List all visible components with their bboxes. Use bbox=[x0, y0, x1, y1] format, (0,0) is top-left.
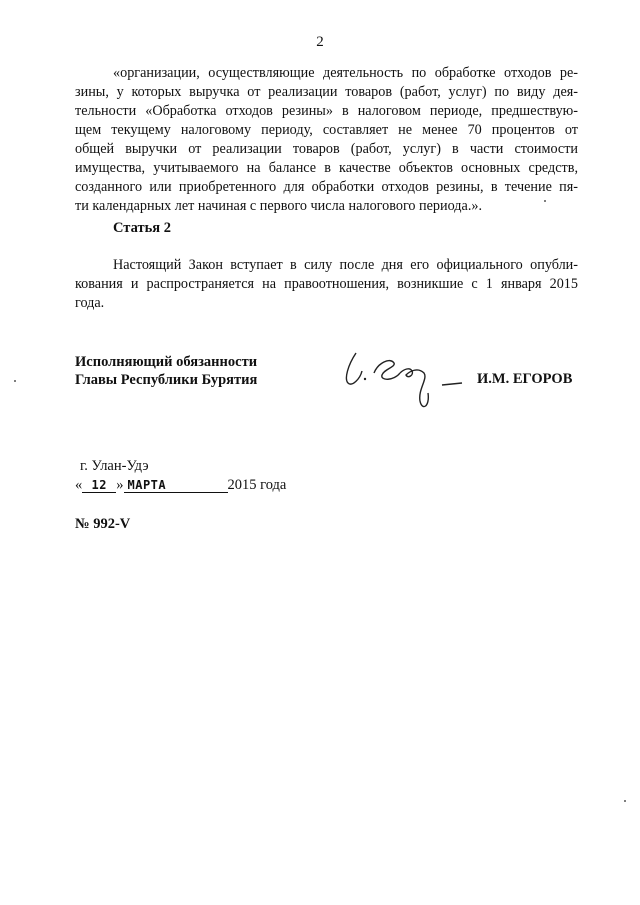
paragraph-line: кования и распространяется на правоотношения, возникшие с 1 января 2015 bbox=[75, 276, 578, 292]
article2-paragraph bbox=[75, 256, 578, 313]
date-day: 12 bbox=[82, 478, 116, 493]
document-number: № 992-V bbox=[75, 516, 131, 532]
paragraph-line: тельности «Обработка отходов резины» в налоговом периоде, предшествую- bbox=[75, 103, 578, 119]
paragraph-line: щем текущему налоговому периоду, составляет не менее 70 процентов от bbox=[75, 122, 578, 138]
paragraph-line: года. bbox=[75, 295, 105, 311]
date-open-quote: « bbox=[75, 477, 83, 493]
paragraph-line: созданного или приобретенного для обработки отходов резины, в течение пя- bbox=[75, 179, 578, 195]
page-number: 2 bbox=[316, 34, 324, 50]
article-heading: Статья 2 bbox=[113, 220, 171, 236]
paragraph-line: общей выручки от реализации товаров (работ, услуг) в части стоимости bbox=[75, 141, 578, 157]
date-month: МАРТА bbox=[124, 478, 228, 493]
scan-speck bbox=[544, 200, 546, 202]
scan-speck bbox=[14, 380, 16, 382]
paragraph-line: «организации, осуществляющие деятельность по обработке отходов ре- bbox=[113, 65, 578, 81]
date-year: 2015 года bbox=[227, 477, 287, 493]
paragraph-line: Настоящий Закон вступает в силу после дня его официального опубли- bbox=[113, 257, 578, 273]
handwritten-signature bbox=[338, 345, 468, 415]
article1-amendment-paragraph bbox=[75, 64, 578, 216]
paragraph-line: ти календарных лет начиная с первого числа налогового периода.». bbox=[75, 198, 483, 214]
signatory-title bbox=[75, 353, 257, 389]
date-close-quote: » bbox=[116, 477, 124, 493]
place-of-signing: г. Улан-Удэ bbox=[80, 458, 149, 474]
signatory-name: И.М. ЕГОРОВ bbox=[477, 371, 573, 387]
paragraph-line: зины, у которых выручка от реализации товаров (работ, услуг) по виду дея- bbox=[75, 84, 578, 100]
signing-date bbox=[75, 477, 286, 494]
scan-speck bbox=[624, 800, 626, 802]
paragraph-line: имущества, учитываемого на балансе в качестве объектов основных средств, bbox=[75, 160, 578, 176]
signatory-title-line: Главы Республики Бурятия bbox=[75, 372, 258, 388]
signatory-title-line: Исполняющий обязанности bbox=[75, 354, 258, 370]
